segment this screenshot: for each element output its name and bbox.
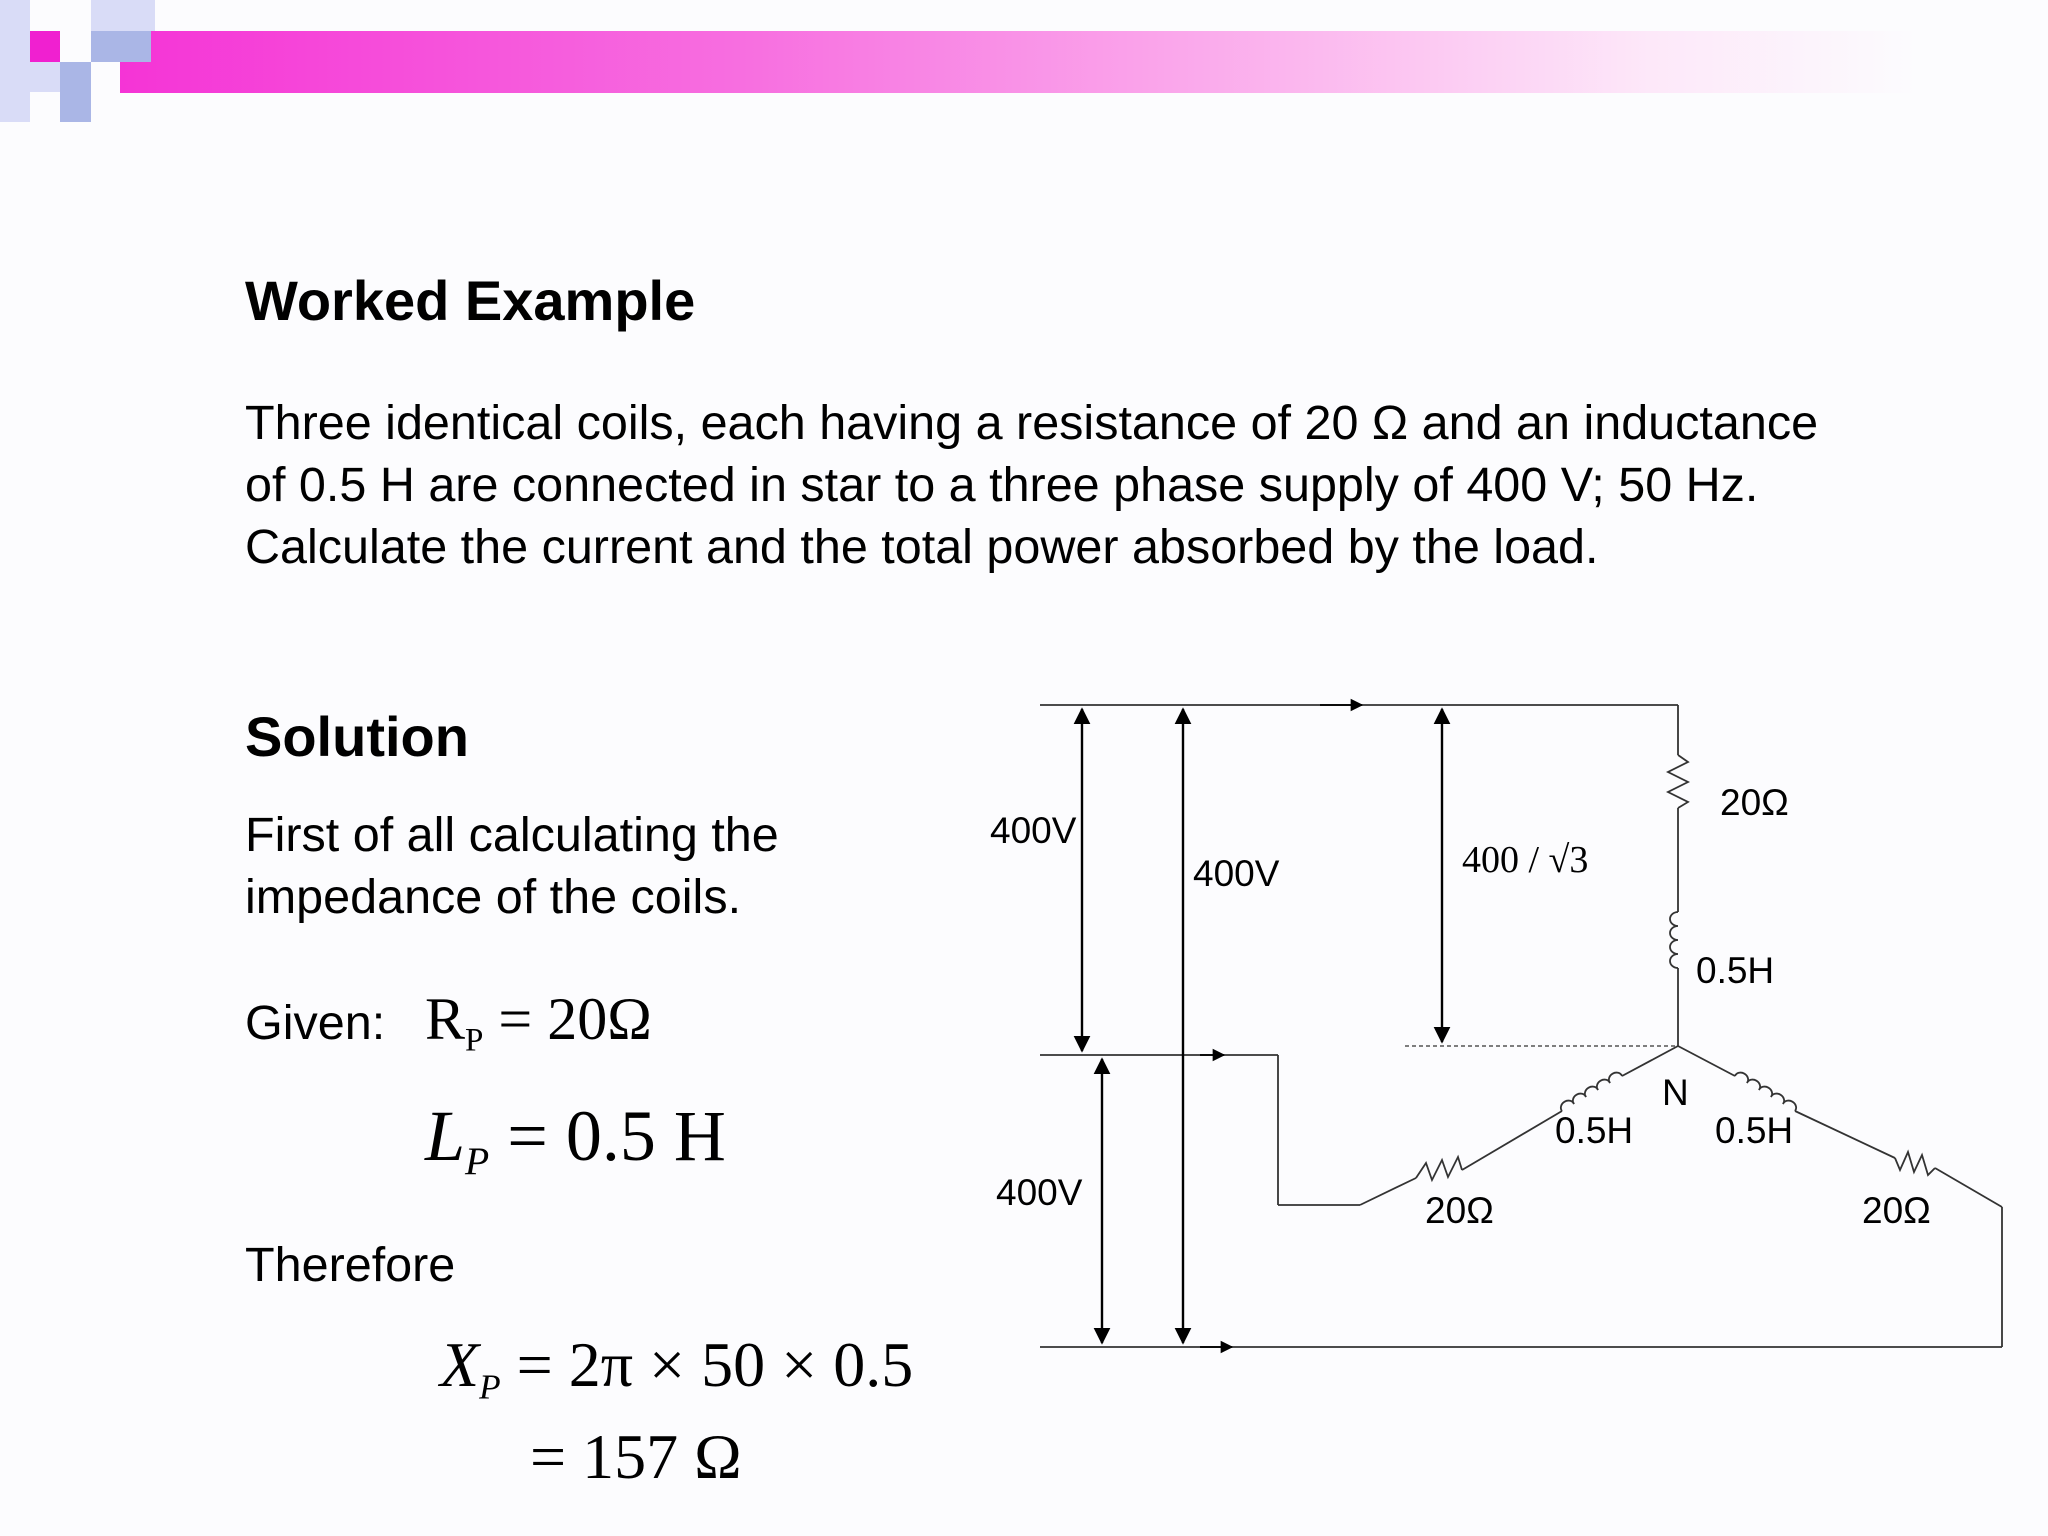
equation-lp-symbol: L — [425, 1096, 466, 1176]
label-resistor-top: 20Ω — [1720, 782, 1789, 823]
label-resistor-left: 20Ω — [1425, 1190, 1494, 1231]
solution-intro: First of all calculating the impedance of the coils. — [245, 808, 779, 924]
label-phase-voltage: 400 / √3 — [1462, 839, 1589, 881]
label-line-voltage-1: 400V — [990, 810, 1077, 851]
problem-statement: Three identical coils, each having a resistance of 20 Ω and an inductance of 0.5 H are connected in star to a three phase supply of 400 V; 50 Hz. Calculate the current and the total power absorbed by the load. — [245, 396, 1819, 574]
resistor-right-symbol — [1895, 1152, 1935, 1175]
equation-xp-subscript: P — [479, 1367, 501, 1407]
inductor-left-symbol — [1561, 1073, 1622, 1111]
equation-rp-rhs: = 20Ω — [483, 986, 652, 1052]
equation-xp-rhs: = 2π × 50 × 0.5 — [500, 1329, 914, 1400]
label-neutral: N — [1662, 1072, 1689, 1113]
slide-title: Worked Example — [245, 269, 696, 332]
resistor-left-symbol — [1416, 1157, 1462, 1180]
equation-lp-subscript: P — [465, 1138, 490, 1183]
label-inductor-top: 0.5H — [1696, 950, 1775, 991]
label-inductor-right: 0.5H — [1715, 1110, 1794, 1151]
resistor-top-symbol — [1668, 755, 1688, 808]
equation-xp-result-text: = 157 Ω — [530, 1421, 742, 1492]
equation-xp-symbol: X — [440, 1329, 480, 1400]
given-label: Given: — [245, 996, 386, 1050]
phase-left-wire-3 — [1360, 1178, 1416, 1205]
phase-left-wire-4 — [1462, 1111, 1562, 1170]
inductor-top-symbol — [1670, 912, 1678, 968]
equation-rp-symbol: R — [425, 986, 466, 1052]
label-line-voltage-3: 400V — [996, 1172, 1083, 1213]
label-resistor-right: 20Ω — [1862, 1190, 1931, 1231]
equation-lp-rhs: = 0.5 H — [489, 1096, 726, 1176]
therefore-label: Therefore — [245, 1238, 456, 1292]
inductor-right-symbol — [1735, 1073, 1796, 1111]
phase-right-wire-2 — [1795, 1111, 1895, 1158]
label-line-voltage-2: 400V — [1193, 853, 1280, 894]
equation-rp-subscript: P — [465, 1022, 484, 1059]
solution-heading: Solution — [245, 705, 469, 768]
phase-right-wire-3 — [1935, 1168, 2002, 1207]
label-inductor-left: 0.5H — [1555, 1110, 1634, 1151]
